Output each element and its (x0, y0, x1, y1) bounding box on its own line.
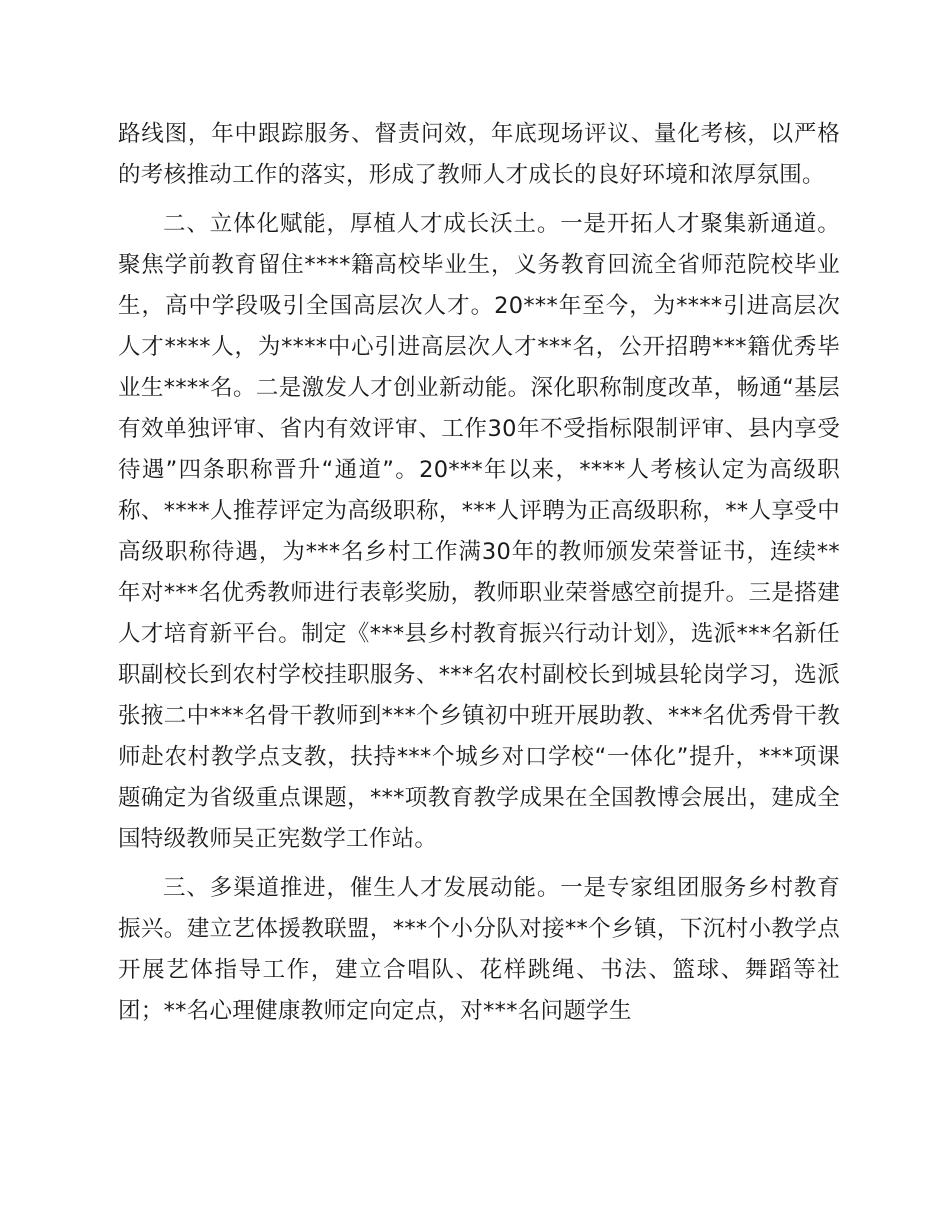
paragraph-section-three: 三、多渠道推进，催生人才发展动能。一是专家组团服务乡村教育振兴。建立艺体援教联盟，***个小分队对接**个乡镇，下沉村小教学点开展艺体指导工作，建立合唱队、花样跳绳、书法、篮球、舞蹈等社团；**名心理健康教师定向定点，对***名问题学生 (118, 875, 840, 1024)
document-page (118, 114, 840, 1040)
paragraph-section-two: 二、立体化赋能，厚植人才成长沃土。一是开拓人才聚集新通道。聚焦学前教育留住****籍高校毕业生，义务教育回流全省师范院校毕业生，高中学段吸引全国高层次人才。20***年至今，为****引进高层次人才****人，为****中心引进高层次人才***名，公开招聘***籍优秀毕业生****名。二是激发人才创业新动能。深化职称制度改革，畅通“基层有效单独评审、省内有效评审、工作30年不受指标限制评审、县内享受待遇”四条职称晋升“通道”。20***年以来，****人考核认定为高级职称、****人推荐评定为高级职称，***人评聘为正高级职称，**人享受中高级职称待遇，为***名乡村工作满30年的教师颁发荣誉证书，连续**年对***名优秀教师进行表彰奖励，教师职业荣誉感空前提升。三是搭建人才培育新平台。制定《***县乡村教育振兴行动计划》，选派***名新任职副校长到农村学校挂职服务、***名农村副校长到城县轮岗学习，选派张掖二中***名骨干教师到***个乡镇初中班开展助教、***名优秀骨干教师赴农村教学点支教，扶持***个城乡对口学校“一体化”提升，***项课题确定为省级重点课题，***项教育教学成果在全国教博会展出，建成全国特级教师吴正宪数学工作站。 (118, 211, 840, 852)
paragraph-continuation: 路线图，年中跟踪服务、督责问效，年底现场评议、量化考核，以严格的考核推动工作的落实，形成了教师人才成长的良好环境和浓厚氛围。 (118, 121, 840, 188)
